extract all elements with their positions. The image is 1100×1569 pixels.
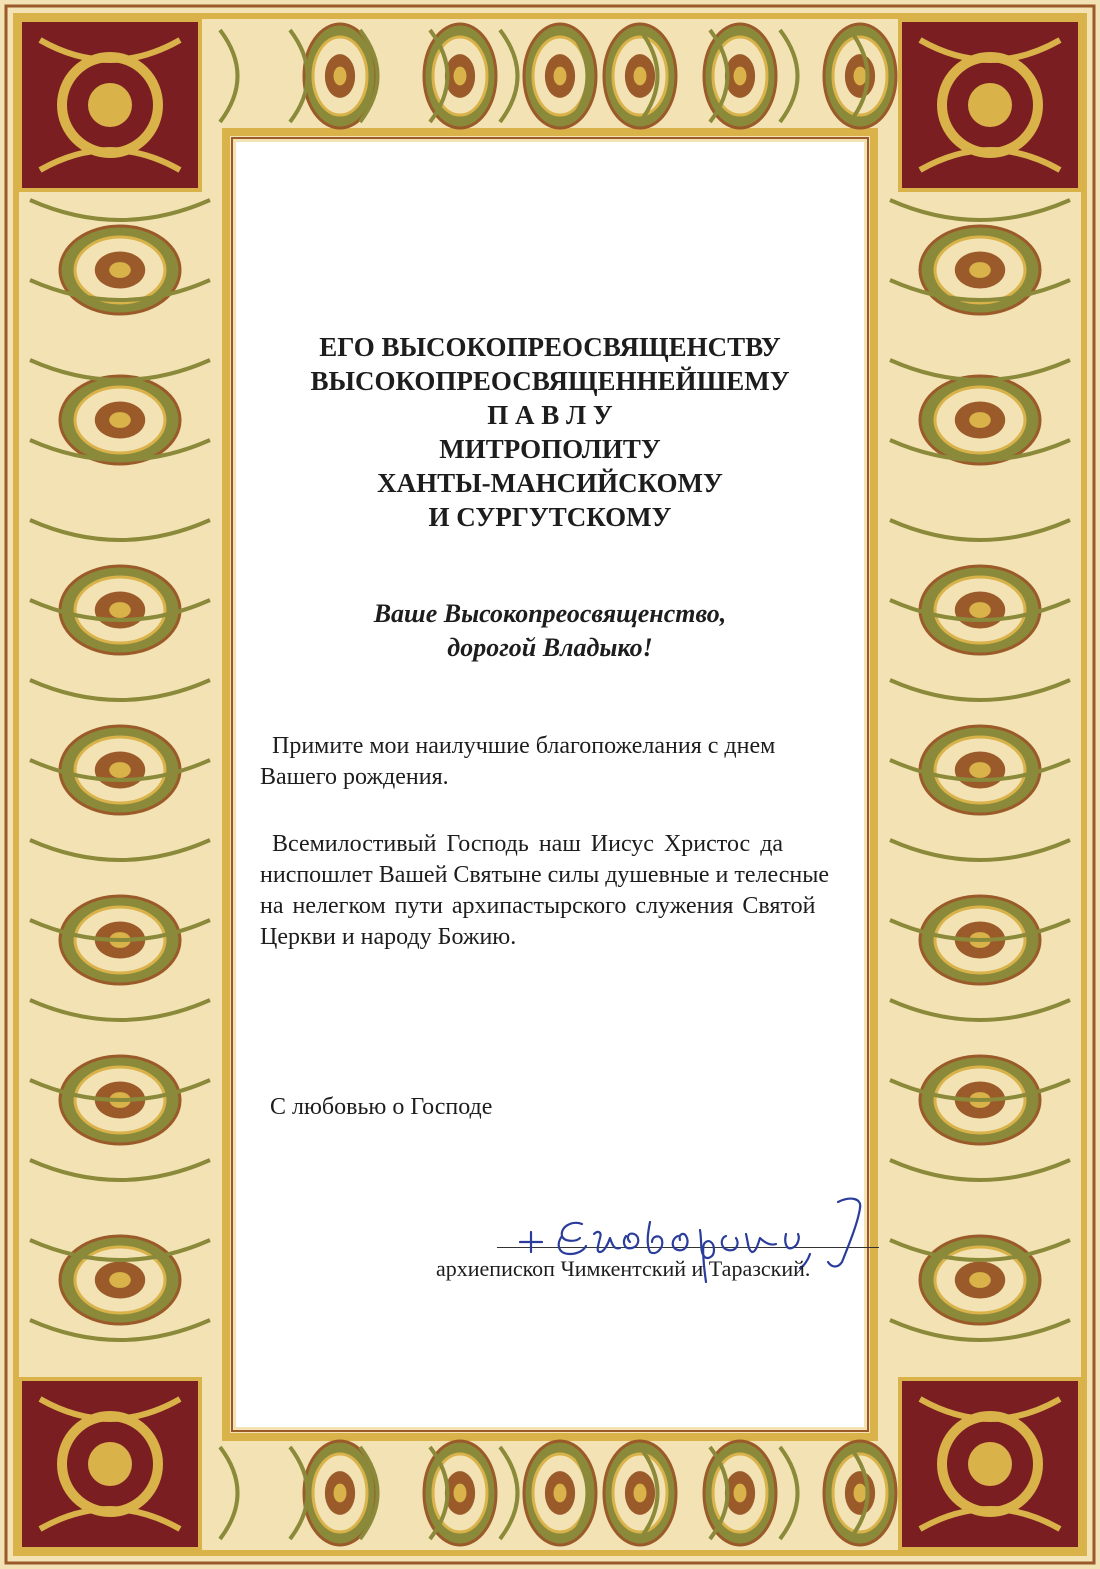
addressee-name: П А В Л У xyxy=(487,400,613,430)
closing-phrase: С любовью о Господе xyxy=(270,1094,493,1120)
salutation xyxy=(250,597,850,665)
salutation-line: Ваше Высокопреосвященство, xyxy=(373,599,727,628)
body-line: Вашего рождения. xyxy=(260,764,449,790)
addressee-line: МИТРОПОЛИТУ xyxy=(439,434,661,464)
body-line: ниспошлет Вашей Святыне силы душевные и телесные xyxy=(260,862,829,888)
addressee-block xyxy=(250,330,850,534)
handwritten-signature xyxy=(490,1172,930,1312)
body-line: Церкви и народу Божию. xyxy=(260,924,517,950)
body-line: на нелегком пути архипастырского служения Святой xyxy=(260,893,816,919)
addressee-line: ХАНТЫ-МАНСИЙСКОМУ xyxy=(377,468,723,498)
body-line: Примите мои наилучшие благопожелания с днем xyxy=(272,733,776,759)
salutation-line: дорогой Владыко! xyxy=(447,633,653,662)
body-paragraph-2 xyxy=(260,829,896,953)
addressee-line: И СУРГУТСКОМУ xyxy=(428,502,672,532)
addressee-line: ВЫСОКОПРЕОСВЯЩЕННЕЙШЕМУ xyxy=(310,366,790,396)
body-paragraph-1 xyxy=(260,731,896,793)
body-line: Всемилостивый Господь наш Иисус Христос да xyxy=(272,831,784,857)
addressee-line: ЕГО ВЫСОКОПРЕОСВЯЩЕНСТВУ xyxy=(319,332,781,362)
signer-title: архиепископ Чимкентский и Таразский. xyxy=(436,1256,811,1281)
